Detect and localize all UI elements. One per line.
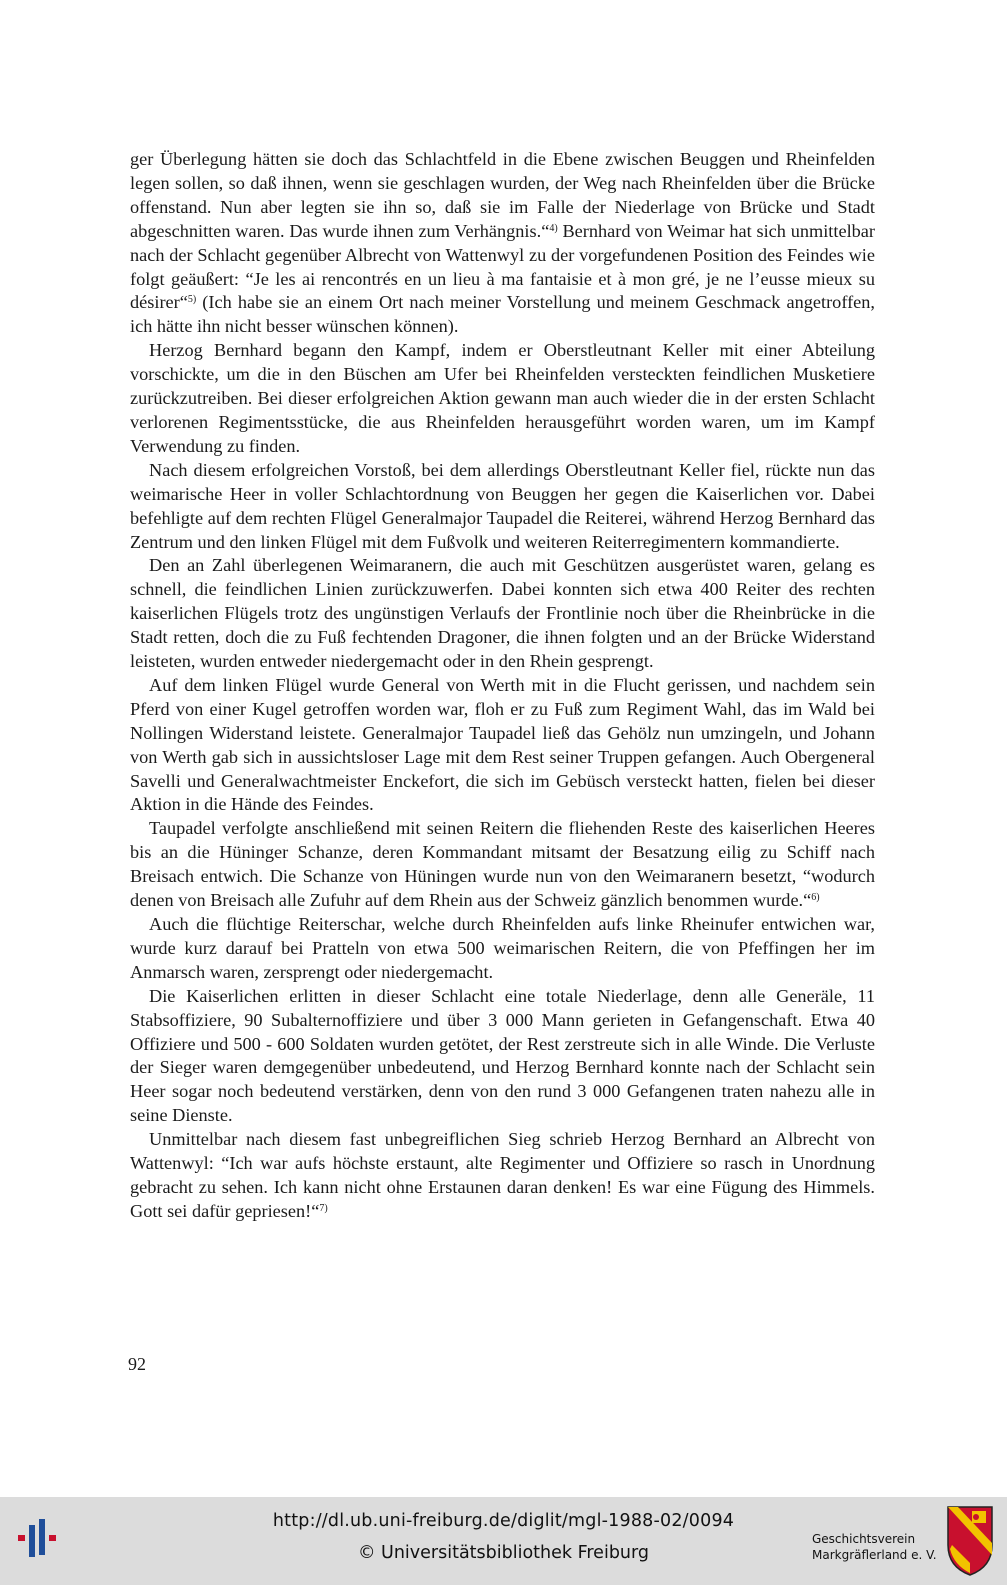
footnote-ref: 6) <box>811 892 820 904</box>
page-number: 92 <box>128 1354 146 1374</box>
paragraph: Den an Zahl überlegenen Weimaranern, die auch mit Geschützen ausgerüstet waren, gelang es schnell, die feindlichen Linien zurückzuwerfen. Dabei konnten sich etwa 400 Reiter des rechten kaiserlichen Flügels trotz des ungünstigen Verlaufs der Frontlinie noch über die Rheinbrücke in die Stadt retten, doch die zu Fuß fechtenden Dragoner, die ihnen folgten und an der Brücke Widerstand leisteten, wurden entweder niedergemacht oder in den Rhein gesprengt. <box>130 555 875 672</box>
paragraph: ger Überlegung hätten sie doch das Schlachtfeld in die Ebene zwischen Beuggen und Rheinfelden legen sollen, so daß ihnen, wenn sie geschlagen wurden, der Weg nach Rheinfelden über die Brücke offenstand. Nun aber legten sie ihn so, daß sie im Falle der Niederlage von Brücke und Stadt abgeschnitten waren. Das wurde ihnen zum Verhängnis.“$^{4)}$ Bernhard von Weimar hat sich unmittelbar nach der Schlacht gegenüber Albrecht von Wattenwyl zu der vorgefundenen Position des Feindes wie folgt geäußert: “Je les ai rencontrés en un lieu à ma fantaisie et à mon gré, je ne l’eusse mieux su désirer“$^{5)}$ (Ich habe sie an einem Ort nach meiner Vorstellung und meinem Geschmack angetroffen, ich hätte ihn nicht besser wünschen können). <box>130 149 875 337</box>
footnote-ref: 4) <box>549 222 558 234</box>
paragraph: Unmittelbar nach diesem fast unbegreiflichen Sieg schrieb Herzog Bernhard an Albrecht von Wattenwyl: “Ich war aufs höchste erstaunt, alte Regimenter und Offiziere so rasch in Unordnung gebracht zu sehen. Ich kann nicht ohne Erstaunen daran denken! Es war eine Fügung des Himmels. Gott sei dafür gepriesen!“$^{7)}$ <box>130 1129 875 1221</box>
paragraph: Taupadel verfolgte anschließend mit seinen Reitern die fliehenden Reste des kaiserlichen Heeres bis an die Hüninger Schanze, deren Kommandant mitsamt der Besatzung eilig zu Schiff nach Breisach entwich. Die Schanze von Hüningen wurde nun von den Weimaranern besetzt, “wodurch denen von Breisach alle Zufuhr auf dem Rhein aus der Schweiz gänzlich benommen wurde.“$^{6)}$ <box>130 818 875 911</box>
paragraph: Nach diesem erfolgreichen Vorstoß, bei dem allerdings Oberstleutnant Keller fiel, rückte nun das weimarische Heer in voller Schlachtordnung von Beuggen her gegen die Kaiserlichen vor. Dabei befehligte auf dem rechten Flügel Generalmajor Taupadel die Reiterei, während Herzog Bernhard das Zentrum und den linken Flügel mit dem Fußvolk und weiteren Reiterregimentern kommandierte. <box>130 459 875 552</box>
footnote-ref: 7) <box>319 1202 328 1214</box>
paragraph: Auf dem linken Flügel wurde General von Werth mit in die Flucht gerissen, und nachdem sein Pferd von einer Kugel getroffen worden war, floh er zu Fuß zum Regiment Wahl, das im Wald bei Nollingen Widerstand leistete. Generalmajor Taupadel ließ das Gehölz nun umzingeln, und Johann von Werth gab sich in aussichtsloser Lage mit dem Rest seiner Truppen gefangen. Auch Obergeneral Savelli und Generalwachtmeister Enckefort, die sich im Gebüsch versteckt hatten, fielen bei dieser Aktion in die Hände des Feindes. <box>130 674 875 815</box>
markgraeflerland-crest-icon <box>946 1505 994 1577</box>
footnote-ref: 5) <box>187 294 197 306</box>
source-url-link[interactable]: http://dl.ub.uni-freiburg.de/diglit/mgl-1988-02/0094 <box>272 1511 735 1531</box>
paragraph: Auch die flüchtige Reiterschar, welche durch Rheinfelden aufs linke Rheinufer entwichen war, wurde kurz darauf bei Pratteln von etwa 500 weimarischen Reitern, die von Pfeffingen her im Anmarsch waren, zersprengt oder niedergemacht. <box>130 914 875 982</box>
footer-bar <box>0 1497 1007 1585</box>
page-body-text <box>130 148 875 1224</box>
copyright-notice: © Universitätsbibliothek Freiburg <box>357 1543 650 1563</box>
society-name: Geschichtsverein Markgräflerland e. V. <box>812 1532 937 1562</box>
paragraph: Die Kaiserlichen erlitten in dieser Schlacht eine totale Niederlage, denn alle Generäle, 11 Stabsoffiziere, 90 Subalternoffiziere und über 3 000 Mann gerieten in Gefangenschaft. Etwa 40 Offiziere und 500 - 600 Soldaten wurden getötet, der Rest zerstreute sich in alle Winde. Die Verluste der Sieger waren demgegenüber unbedeutend, und Herzog Bernhard konnte nach der Schlacht sein Heer sogar noch bedeutend verstärken, denn von den rund 3 000 Gefangenen traten nahezu alle in seine Dienste. <box>130 985 875 1126</box>
paragraph: Herzog Bernhard begann den Kampf, indem er Oberstleutnant Keller mit einer Abteilung vorschickte, um die in den Büschen am Ufer bei Rheinfelden versteckten feindlichen Musketiere zurückzutreiben. Bei dieser erfolgreichen Aktion gewann man auch wieder die in der ersten Schlacht verlorenen Regimentsstücke, die aus Rheinfelden herausgeführt worden waren, um im Kampf Verwendung zu finden. <box>130 340 875 456</box>
